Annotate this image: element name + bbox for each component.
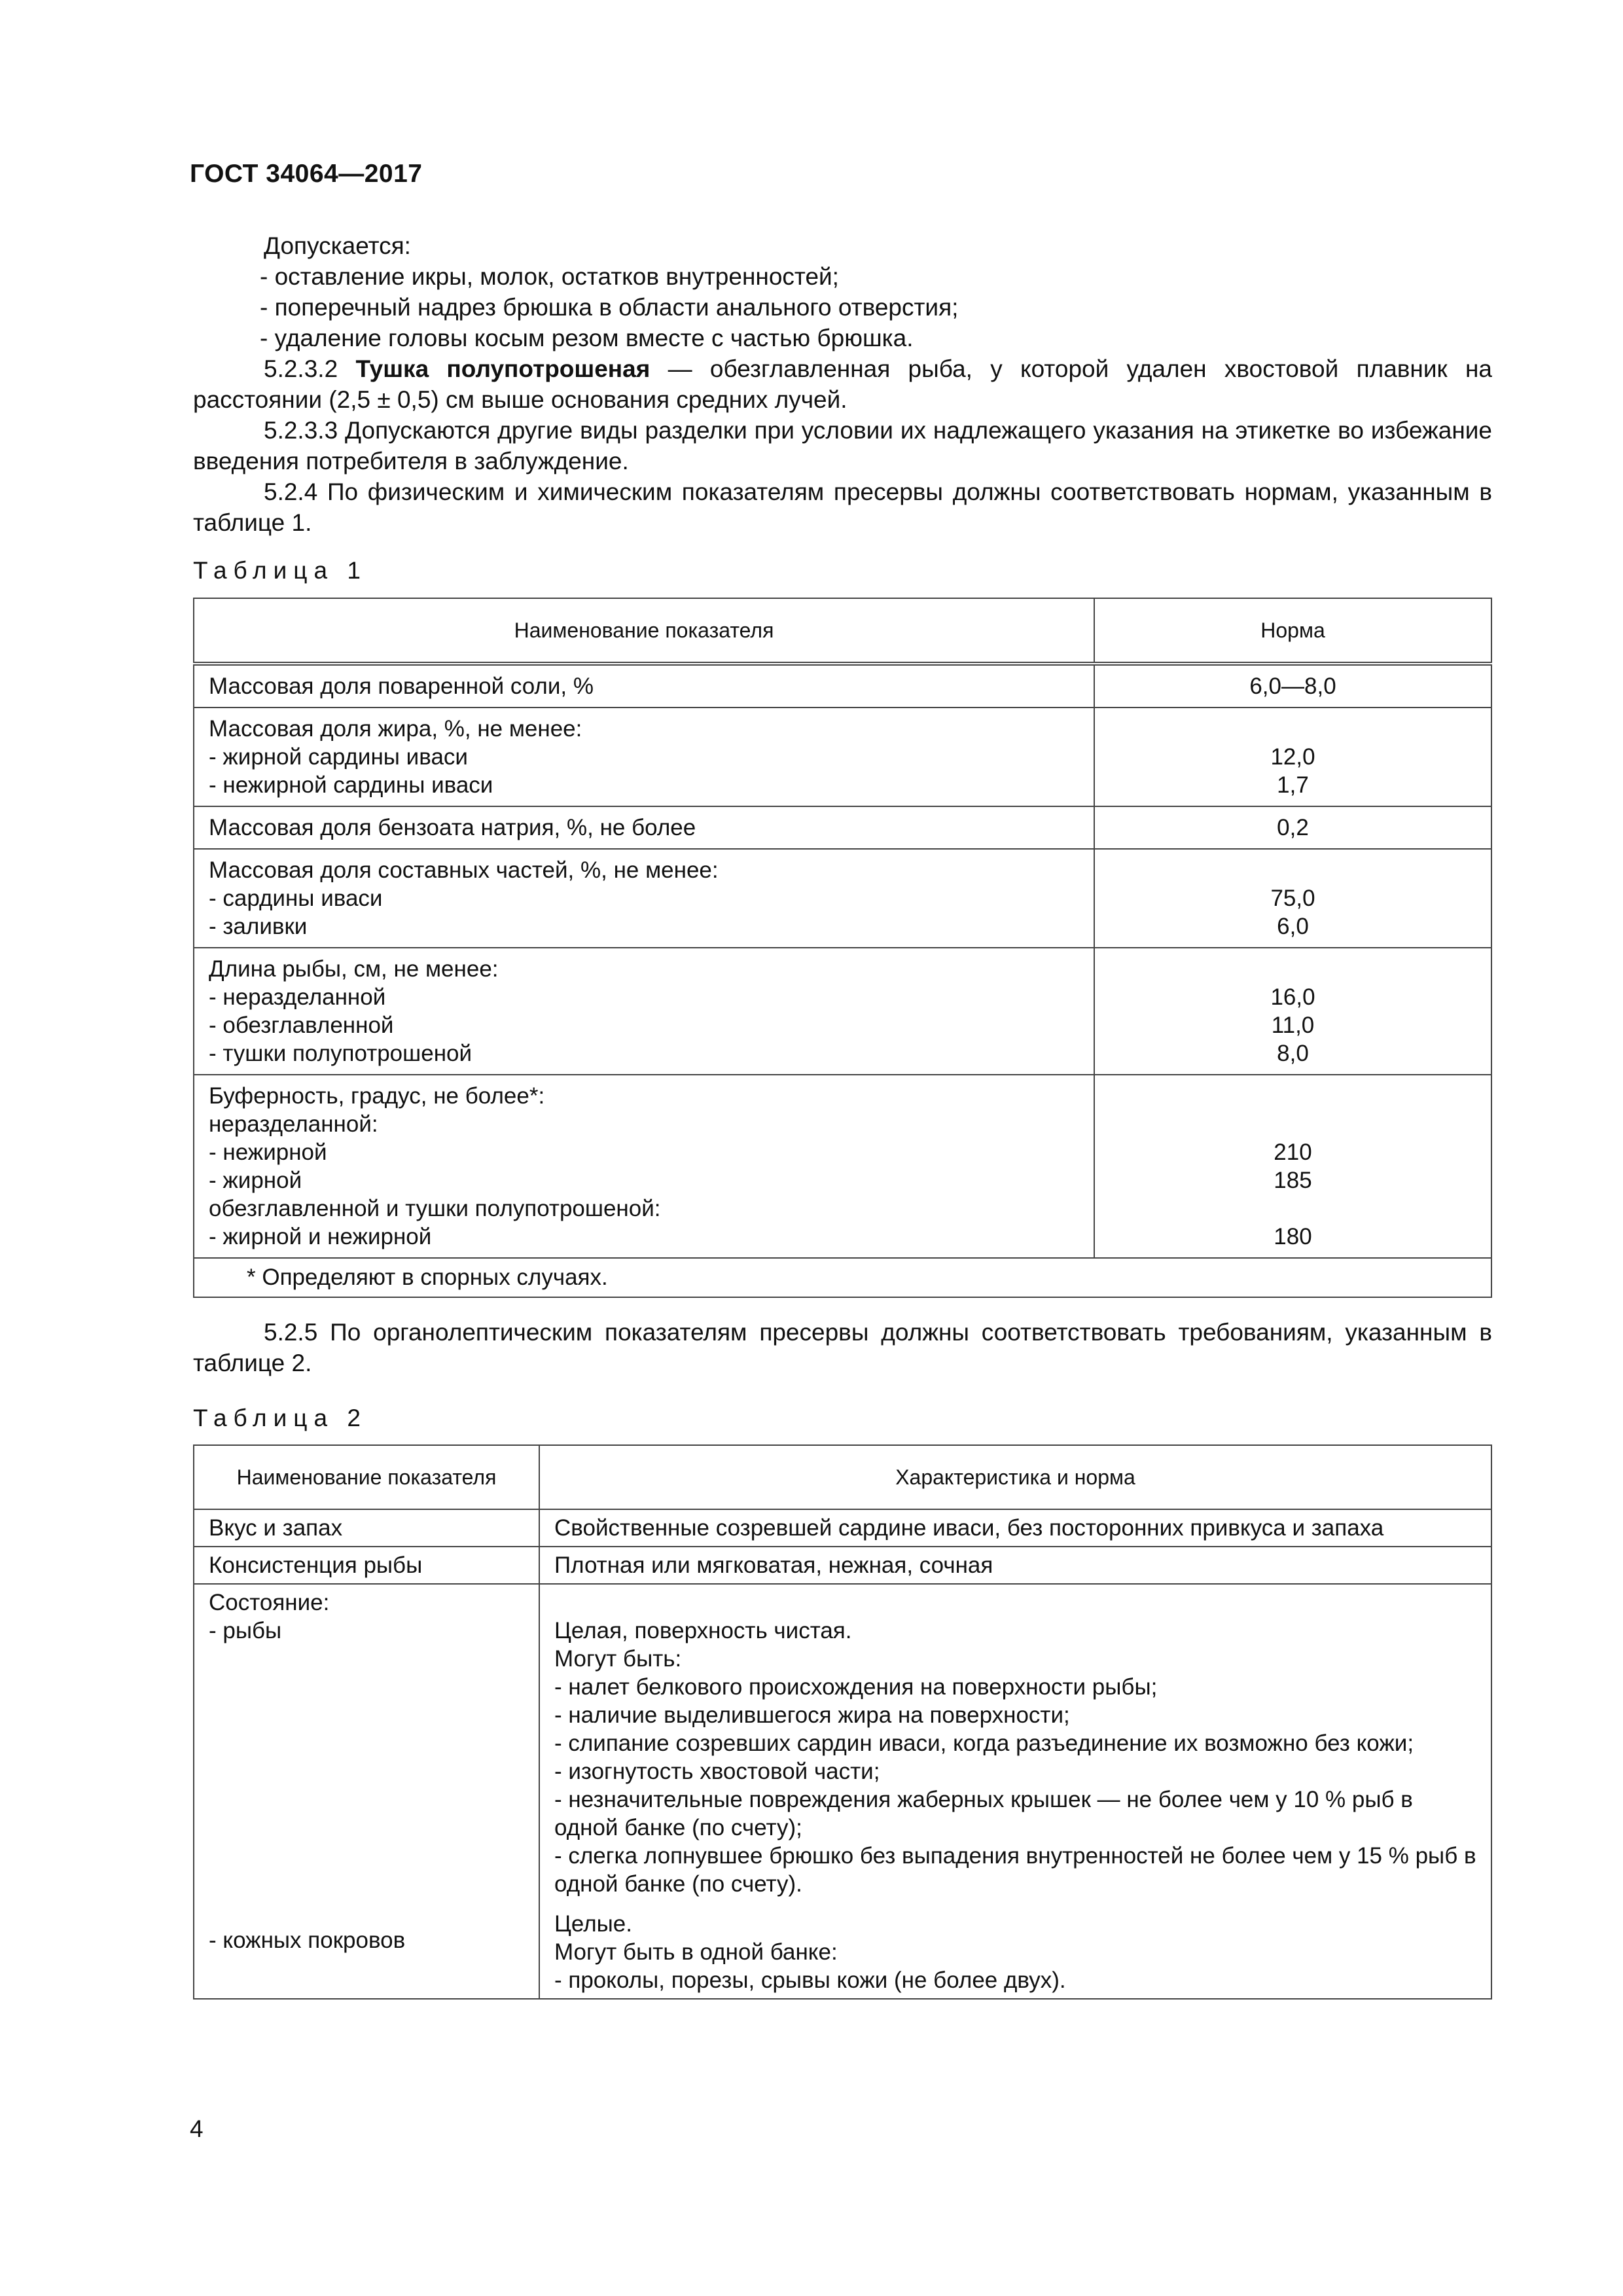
consistency-value: Плотная или мягковатая, нежная, сочная bbox=[539, 1547, 1491, 1584]
table1-norm-value: 0,2 bbox=[1094, 806, 1491, 849]
clause-5232-number: 5.2.3.2 bbox=[264, 355, 338, 382]
table1-norm-value: 16,0 11,0 8,0 bbox=[1094, 948, 1491, 1075]
table-row bbox=[194, 1547, 1491, 1584]
state-name-cell bbox=[194, 1584, 539, 1999]
table-row bbox=[194, 1509, 1491, 1547]
table1-indicator-name: Массовая доля поваренной соли, % bbox=[194, 664, 1094, 708]
taste-value: Свойственные созревшей сардине иваси, без посторонних привкуса и запаха bbox=[539, 1509, 1491, 1547]
table-row bbox=[194, 806, 1491, 849]
table1-norm-value: 210 185 180 bbox=[1094, 1075, 1491, 1258]
allowed-label: Допускается: bbox=[264, 232, 411, 259]
fish-name: - рыбы bbox=[209, 1618, 282, 1643]
table-row bbox=[194, 948, 1491, 1075]
table1-caption: Таблица 1 bbox=[193, 557, 367, 584]
table-row bbox=[194, 1075, 1491, 1258]
clause-524: 5.2.4 По физическим и химическим показателям пресервы должны соответствовать нормам, указанным в таблице 1. bbox=[193, 478, 1492, 536]
table2-caption: Таблица 2 bbox=[193, 1405, 367, 1431]
clause-5232-term: Тушка полупотрошеная bbox=[355, 355, 651, 382]
table2-header-char: Характеристика и норма bbox=[539, 1445, 1491, 1509]
table1-header-name: Наименование показателя bbox=[194, 598, 1094, 664]
skin-name: - кожных покровов bbox=[209, 1928, 406, 1953]
intro-text bbox=[193, 230, 1492, 538]
skin-value: Целые. Могут быть в одной банке: - проколы, порезы, срывы кожи (не более двух). bbox=[554, 1911, 1066, 1993]
table1-indicator-name: Массовая доля бензоата натрия, %, не более bbox=[194, 806, 1094, 849]
table-row bbox=[194, 849, 1491, 948]
table-row bbox=[194, 1584, 1491, 1999]
table-row bbox=[194, 708, 1491, 806]
table-1 bbox=[193, 598, 1492, 1298]
document-header: ГОСТ 34064—2017 bbox=[190, 160, 423, 188]
fish-value: Целая, поверхность чистая. Могут быть: - налет белкового происхождения на поверхности рыбы; - наличие выделившегося жира на поверхности; - слипание созревших сардин иваси, когда разъединение их возможно без кожи; - изогнутость хвостовой части; - незначительные повреждения жаберных крышек — не более чем у 10 % рыб в одной банке (по счету); - слегка лопнувшее брюшко без выпадения внутренностей не более чем у 15 % рыб в одной банке (по счету). bbox=[554, 1618, 1476, 1897]
state-value-cell bbox=[539, 1584, 1491, 1999]
table1-indicator-name: Буферность, градус, не более*: неразделанной: - нежирной - жирной обезглавленной и тушки полупотрошеной: - жирной и нежирной bbox=[194, 1075, 1094, 1258]
table1-indicator-name: Массовая доля жира, %, не менее: - жирной сардины иваси - нежирной сардины иваси bbox=[194, 708, 1094, 806]
clause-525-block bbox=[193, 1317, 1492, 1378]
table1-norm-value: 75,0 6,0 bbox=[1094, 849, 1491, 948]
table1-norm-value: 6,0—8,0 bbox=[1094, 664, 1491, 708]
table1-indicator-name: Длина рыбы, см, не менее: - неразделанной - обезглавленной - тушки полупотрошеной bbox=[194, 948, 1094, 1075]
table-row bbox=[194, 664, 1491, 708]
table1-norm-value: 12,0 1,7 bbox=[1094, 708, 1491, 806]
clause-525: 5.2.5 По органолептическим показателям пресервы должны соответствовать требованиям, указанным в таблице 2. bbox=[193, 1319, 1492, 1376]
table1-indicator-name: Массовая доля составных частей, %, не менее: - сардины иваси - заливки bbox=[194, 849, 1094, 948]
page-number: 4 bbox=[190, 2115, 204, 2142]
table1-footnote: * Определяют в спорных случаях. bbox=[194, 1258, 1491, 1297]
allowed-item: - поперечный надрез брюшка в области анального отверстия; bbox=[260, 294, 959, 321]
clause-5232-text: — обезглавленная рыба, у которой удален хвостовой плавник на расстоянии (2,5 ± 0,5) см выше основания средних лучей. bbox=[193, 355, 1493, 413]
state-name: Состояние: bbox=[209, 1590, 330, 1615]
taste-name: Вкус и запах bbox=[194, 1509, 539, 1547]
consistency-name: Консистенция рыбы bbox=[194, 1547, 539, 1584]
clause-5232 bbox=[193, 353, 1492, 415]
allowed-item: - оставление икры, молок, остатков внутренностей; bbox=[260, 263, 839, 290]
clause-5233: 5.2.3.3 Допускаются другие виды разделки при условии их надлежащего указания на этикетке во избежание введения потребителя в заблуждение. bbox=[193, 417, 1492, 475]
table2-header-name: Наименование показателя bbox=[194, 1445, 539, 1509]
table-2 bbox=[193, 1444, 1492, 2000]
allowed-item: - удаление головы косым резом вместе с частью брюшка. bbox=[260, 325, 914, 351]
table1-header-norm: Норма bbox=[1094, 598, 1491, 664]
